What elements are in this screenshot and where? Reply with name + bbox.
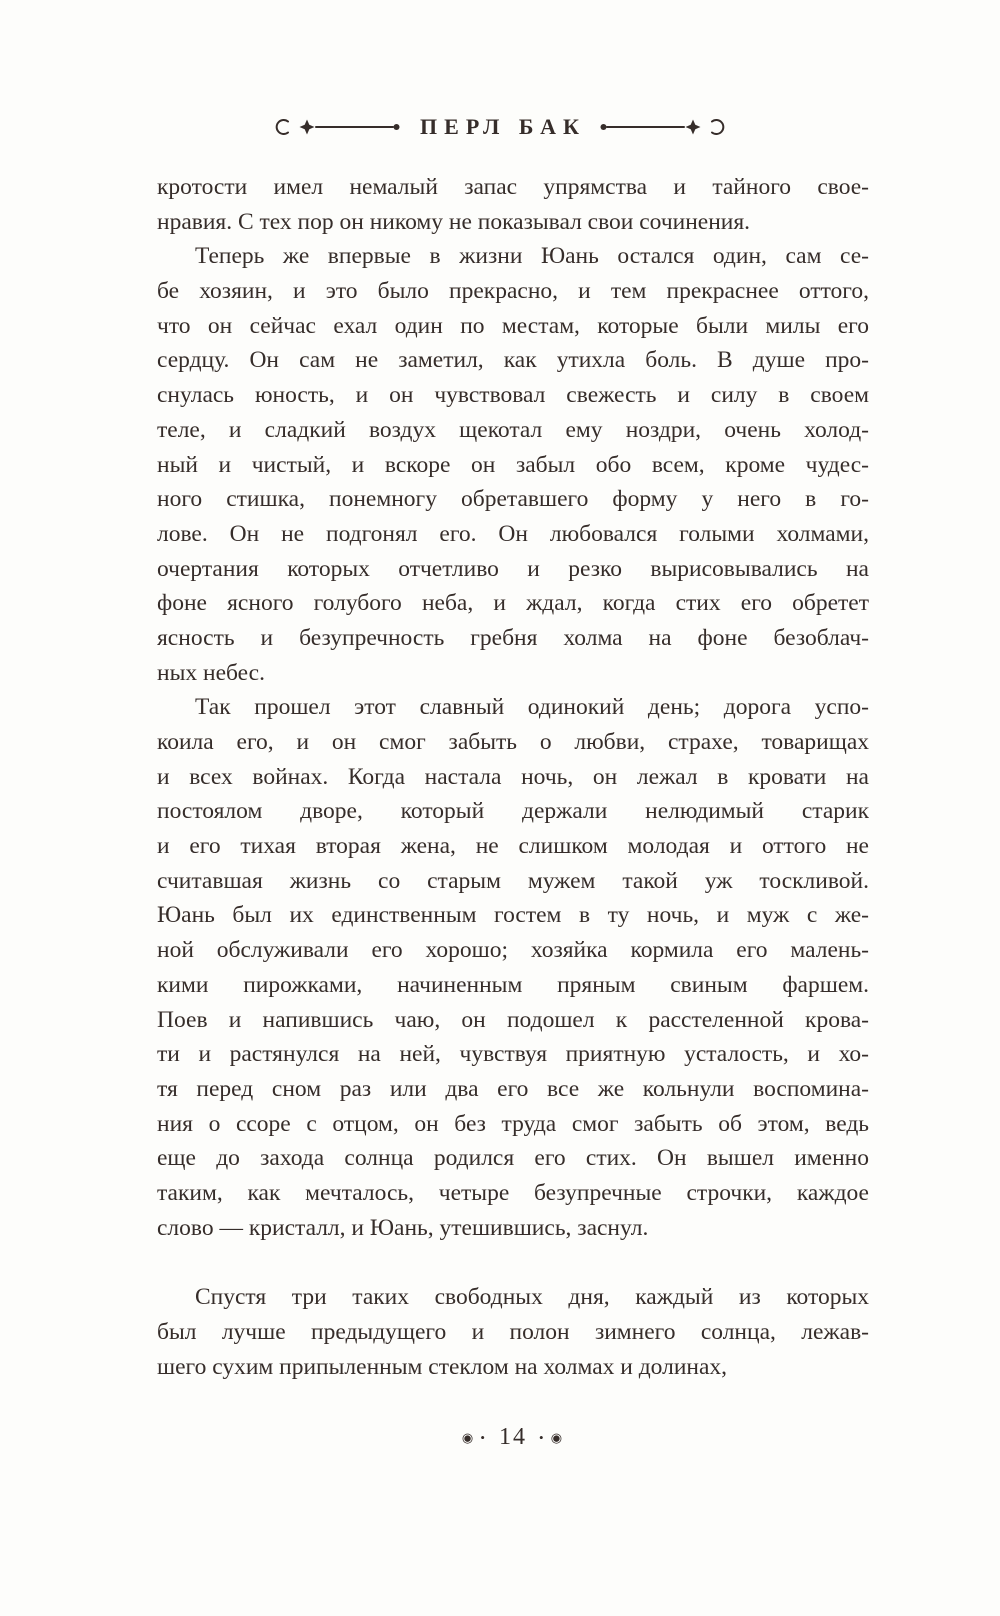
text-line: теле, и сладкий воздух щекотал ему ноздри, очень холод- (157, 416, 869, 443)
text-line: ти и растянулся на ней, чувствуя приятную усталость, и хо- (157, 1041, 869, 1068)
text-line: фоне ясного голубого неба, и ждал, когда стих его обретет (157, 590, 869, 617)
text-line: шего сухим припыленным стеклом на холмах и долинах, (157, 1353, 728, 1380)
text-line: кротости имел немалый запас упрямства и тайного свое- (157, 174, 869, 200)
text-line: что он сейчас ехал один по местам, которые были милы его (157, 312, 869, 339)
text-line: снулась юность, и он чувствовал свежесть и силу в своем (157, 382, 869, 409)
text-line: ния о ссоре с отцом, он без труда смог забыть об этом, ведь (157, 1110, 869, 1137)
text-line: Теперь же впервые в жизни Юань остался один, сам се- (195, 243, 869, 270)
text-line: и его тихая вторая жена, не слишком молодая и оттого не (157, 833, 869, 860)
text-line: считавшая жизнь со старым мужем такой уж тоскливой. (157, 867, 869, 894)
text-line: и всех войнах. Когда настала ночь, он лежал в кровати на (157, 763, 869, 790)
text-line: кими пирожками, начиненным пряным свиным фаршем. (157, 971, 869, 998)
text-line: коила его, и он смог забыть о любви, страхе, товарищах (157, 729, 869, 755)
text-line: ный и чистый, и вскоре он забыл обо всем, кроме чудес- (157, 451, 869, 478)
text-line: Так прошел этот славный одинокий день; дорога успо- (195, 694, 869, 721)
paragraph (157, 239, 869, 690)
paragraph (157, 170, 869, 239)
text-line: таким, как мечталось, четыре безупречные строчки, каждое (157, 1179, 869, 1206)
page-footer (157, 1424, 869, 1451)
text-block (157, 170, 869, 1384)
footer-ornament-left-icon: ◉ • (461, 1429, 487, 1445)
text-line: бе хозяин, и это было прекрасно, и тем прекраснее оттого, (157, 278, 869, 305)
text-line: Поев и напившись чаю, он подошел к расстеленной крова- (157, 1006, 869, 1033)
header-ornament-left-icon (273, 118, 401, 136)
paragraph (157, 1280, 869, 1384)
footer-ornament-right-icon: • ◉ (539, 1429, 565, 1445)
page-number: 14 (499, 1424, 527, 1451)
text-line: очертания которых отчетливо и резко вырисовывались на (157, 555, 869, 582)
header-ornament-right-icon (599, 118, 727, 136)
text-line: еще до захода солнца родился его стих. Он вышел именно (157, 1145, 869, 1172)
text-line: нравия. С тех пор он никому не показывал свои сочинения. (157, 208, 751, 235)
text-line: лове. Он не подгонял его. Он любовался голыми холмами, (157, 520, 869, 547)
running-head-title: ПЕРЛ БАК (420, 114, 586, 139)
text-line: Юань был их единственным гостем в ту ночь, и муж с же- (157, 902, 869, 929)
text-line: Спустя три таких свободных дня, каждый из которых (195, 1284, 869, 1311)
text-line: постоялом дворе, который держали нелюдимый старик (157, 798, 869, 825)
text-line: сердцу. Он сам не заметил, как утихла боль. В душе про- (157, 347, 869, 374)
text-line: был лучше предыдущего и полон зимнего солнца, лежав- (157, 1319, 869, 1345)
text-line: тя перед сном раз или два его все же кольнули воспомина- (157, 1075, 869, 1102)
text-line: слово — кристалл, и Юань, утешившись, заснул. (157, 1214, 649, 1241)
text-line: ной обслуживали его хорошо; хозяйка кормила его малень- (157, 937, 869, 964)
paragraph (157, 690, 869, 1245)
text-line: ных небес. (157, 659, 265, 686)
page-header (0, 0, 1000, 142)
text-line: ного стишка, понемногу обретавшего форму у него в го- (157, 486, 869, 513)
text-line: ясность и безупречность гребня холма на фоне безоблач- (157, 624, 869, 651)
